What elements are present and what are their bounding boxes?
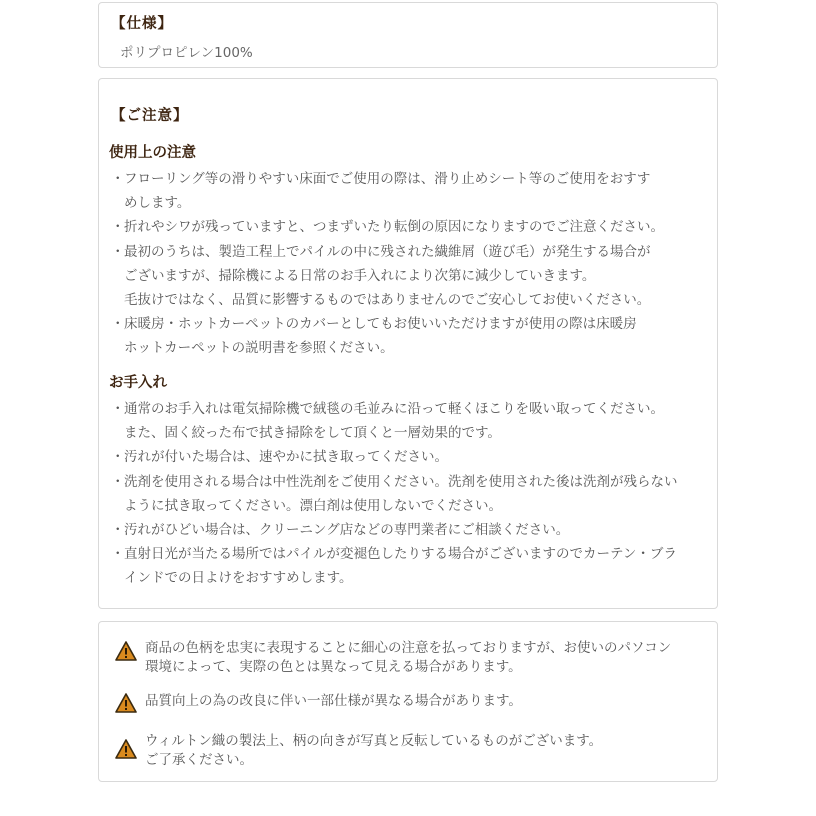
notice-box: [98, 621, 718, 782]
bullet: ・: [111, 546, 125, 563]
spec-box: [98, 2, 718, 68]
list-item: [109, 445, 709, 469]
caution-box: [98, 78, 718, 609]
list-item-text: 汚れが付いた場合は、速やかに拭き取ってください。: [124, 449, 448, 466]
list-item-text: 直射日光が当たる場所ではパイルが変褪色したりする場合がございますのでカーテン・ブラ インドでの日よけをおすすめします。: [124, 546, 677, 587]
list-item: [109, 542, 709, 590]
list-item: [109, 518, 709, 542]
list-item: [109, 312, 709, 360]
notice-text: ウィルトン織の製法上、柄の向きが写真と反転しているものがございます。 ご了承ください。: [145, 733, 603, 768]
list-item-text: フローリング等の滑りやすい床面でご使用の際は、滑り止めシート等のご使用をおすす めします。: [124, 171, 651, 212]
bullet: ・: [111, 401, 125, 417]
warning-icon: [115, 641, 137, 661]
list-item-text: 床暖房・ホットカーペットのカバーとしてもお使いいただけますが使用の際は床暖房 ホットカーペットの説明書を参照ください。: [124, 316, 637, 357]
spec-material: ポリプロピレン100%: [120, 45, 253, 61]
list-item-text: 通常のお手入れは電気掃除機で絨毯の毛並みに沿って軽くほこりを吸い取ってください。 また、固く絞った布で拭き掃除をして頂くと一層効果的です。: [124, 401, 664, 442]
list-item: [109, 167, 709, 215]
notice-text: 商品の色柄を忠実に表現することに細心の注意を払っておりますが、お使いのパソコン 環境によって、実際の色とは異なって見える場合があります。: [145, 640, 672, 675]
usage-heading: 使用上の注意: [109, 145, 196, 161]
list-item-text: 汚れがひどい場合は、クリーニング店などの専門業者にご相談ください。: [124, 522, 570, 539]
spec-heading: 【仕様】: [111, 16, 173, 32]
bullet: ・: [111, 219, 125, 236]
bullet: ・: [111, 522, 125, 539]
list-item-text: 洗剤を使用される場合は中性洗剤をご使用ください。洗剤を使用された後は洗剤が残らない ように拭き取ってください。漂白剤は使用しないでください。: [124, 473, 678, 514]
list-item-text: 折れやシワが残っていますと、つまずいたり転倒の原因になりますのでご注意ください。: [124, 219, 664, 236]
bullet: ・: [111, 473, 125, 490]
warning-icon: [115, 739, 137, 759]
list-item: [109, 215, 709, 239]
list-item: [109, 397, 709, 445]
list-item: [109, 240, 709, 313]
bullet: ・: [111, 243, 125, 260]
care-heading: お手入れ: [109, 375, 167, 391]
warning-icon: [115, 693, 137, 713]
list-item-text: 最初のうちは、製造工程上でパイルの中に残された繊維屑（遊び毛）が発生する場合が ございますが、掃除機による日常のお手入れにより次第に減少していきます。 毛抜けではなく、品質に影響するものではありませんのでご安心してお使いください。: [124, 243, 651, 309]
bullet: ・: [111, 316, 125, 333]
list-item: [109, 470, 709, 518]
notice-text: 品質向上の為の改良に伴い一部仕様が異なる場合があります。: [145, 693, 522, 709]
usage-list: [109, 167, 709, 361]
bullet: ・: [111, 449, 125, 466]
caution-heading: 【ご注意】: [111, 108, 189, 124]
care-list: [109, 397, 709, 591]
bullet: ・: [111, 171, 125, 187]
